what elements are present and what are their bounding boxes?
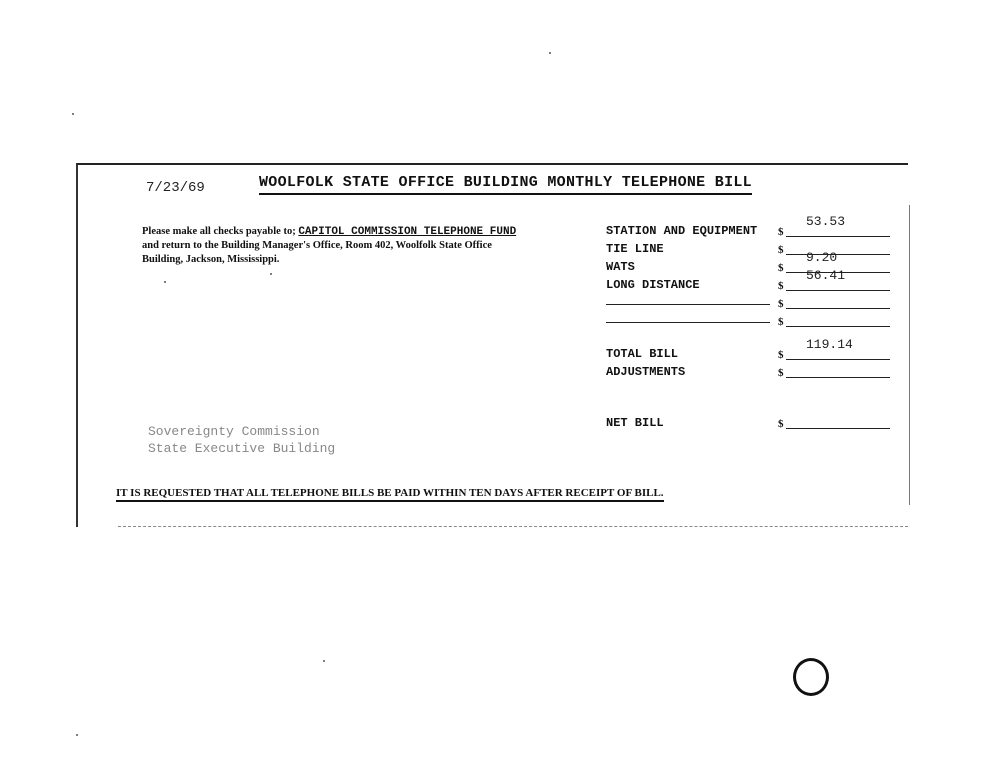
dollar-sign: $ bbox=[778, 298, 784, 310]
charge-amount: 119.14 bbox=[806, 337, 853, 352]
amount-line bbox=[786, 377, 890, 378]
scan-speck bbox=[72, 113, 74, 115]
amount-line bbox=[786, 326, 890, 327]
amount-line bbox=[786, 428, 890, 429]
charge-row-long-distance bbox=[606, 268, 896, 292]
instructions-suffix: and return to the Building Manager's Office, Room 402, Woolfolk State Office Building, Jackson, Mississippi. bbox=[142, 240, 492, 265]
payment-instructions bbox=[142, 225, 532, 267]
scan-speck bbox=[164, 281, 166, 283]
card-right-edge bbox=[909, 205, 910, 505]
dollar-sign: $ bbox=[778, 418, 784, 430]
dollar-sign: $ bbox=[778, 226, 784, 238]
recipient-line-2: State Executive Building bbox=[148, 441, 336, 456]
recipient-line-1: Sovereignty Commission bbox=[148, 424, 320, 439]
charge-label: STATION AND EQUIPMENT bbox=[606, 224, 758, 238]
recipient-address bbox=[148, 423, 335, 457]
amount-line bbox=[786, 290, 890, 291]
punch-hole-mark bbox=[793, 658, 829, 696]
payment-notice: IT IS REQUESTED THAT ALL TELEPHONE BILLS BE PAID WITHIN TEN DAYS AFTER RECEIPT OF BILL. bbox=[116, 487, 664, 502]
blank-label-line bbox=[606, 310, 770, 323]
charge-label: NET BILL bbox=[606, 416, 664, 430]
charge-label: TIE LINE bbox=[606, 242, 664, 256]
scan-speck bbox=[323, 660, 325, 662]
charge-amount: 9.20 bbox=[806, 250, 838, 265]
charge-label: TOTAL BILL bbox=[606, 347, 679, 361]
charge-row-tie-line bbox=[606, 238, 896, 256]
charge-row-adjustments bbox=[606, 361, 896, 379]
charge-amount: 56.41 bbox=[806, 268, 846, 283]
dollar-sign: $ bbox=[778, 244, 784, 256]
charge-row-station-equipment bbox=[606, 214, 896, 238]
dollar-sign: $ bbox=[778, 262, 784, 274]
charge-label: ADJUSTMENTS bbox=[606, 365, 686, 379]
dollar-sign: $ bbox=[778, 367, 784, 379]
charge-row-blank-1 bbox=[606, 292, 896, 310]
bill-date: 7/23/69 bbox=[146, 180, 205, 196]
dollar-sign: $ bbox=[778, 316, 784, 328]
scan-speck bbox=[549, 52, 551, 54]
amount-line bbox=[786, 308, 890, 309]
amount-line bbox=[786, 254, 890, 255]
scan-speck bbox=[270, 273, 272, 275]
dollar-sign: $ bbox=[778, 349, 784, 361]
bill-title: WOOLFOLK STATE OFFICE BUILDING MONTHLY TELEPHONE BILL bbox=[259, 174, 752, 195]
charge-row-wats bbox=[606, 250, 896, 274]
dollar-sign: $ bbox=[778, 280, 784, 292]
instructions-prefix: Please make all checks payable to; bbox=[142, 226, 296, 237]
blank-label-line bbox=[606, 292, 770, 305]
charge-label: WATS bbox=[606, 260, 635, 274]
charge-row-net-bill bbox=[606, 412, 896, 430]
amount-line bbox=[786, 359, 890, 360]
payee-name: CAPITOL COMMISSION TELEPHONE FUND bbox=[298, 226, 517, 238]
card-bottom-edge bbox=[118, 526, 908, 527]
charge-row-total-bill bbox=[606, 337, 896, 361]
charge-label: LONG DISTANCE bbox=[606, 278, 700, 292]
charge-row-blank-2 bbox=[606, 310, 896, 328]
charge-amount: 53.53 bbox=[806, 214, 846, 229]
scan-speck bbox=[76, 734, 78, 736]
amount-line bbox=[786, 236, 890, 237]
